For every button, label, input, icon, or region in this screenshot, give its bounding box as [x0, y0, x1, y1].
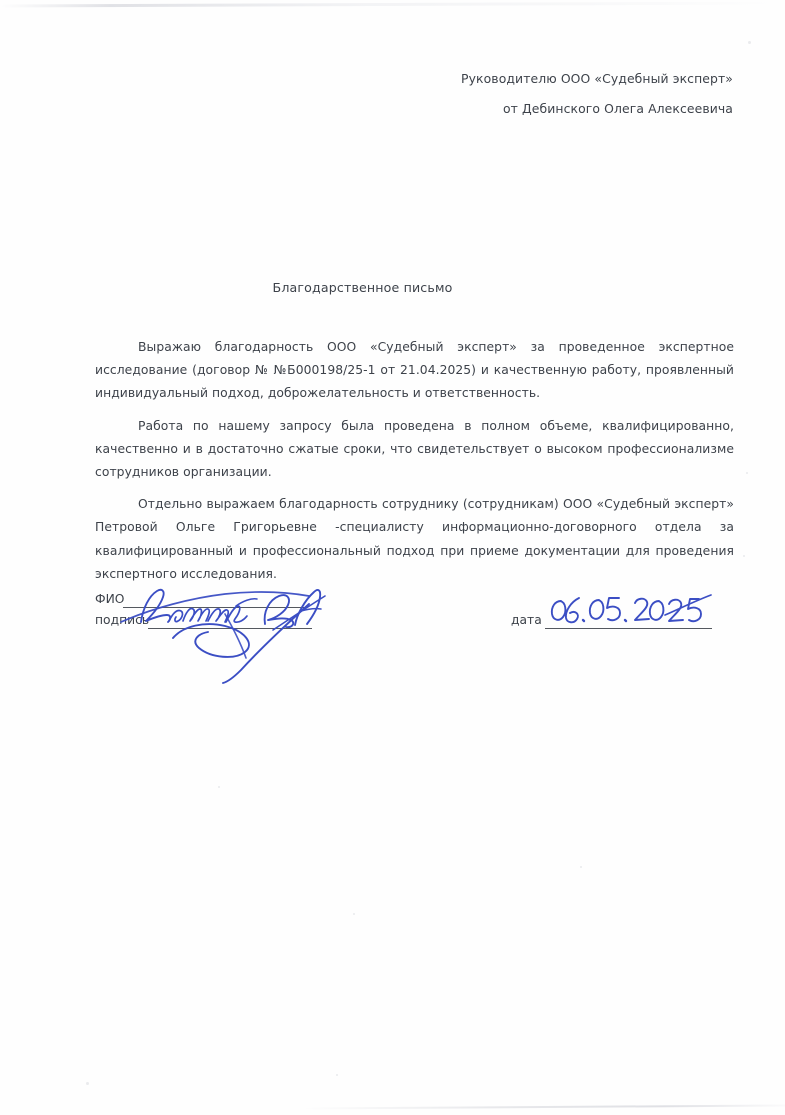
- paragraph-3: Отдельно выражаем благодарность сотруднику (сотрудникам) ООО «Судебный эксперт» Петровой Ольге Григорьевне -специалисту информационно-договорного отдела за квалифицированный и профессиональный подход при приеме документации для проведения экспертного исследования.: [95, 497, 734, 581]
- scan-edge-bottom-artifact: [300, 1105, 785, 1110]
- handwritten-signature: [113, 578, 373, 683]
- scan-speck: [746, 472, 748, 474]
- addressee-line-recipient: Руководителю ООО «Судебный эксперт»: [461, 71, 733, 86]
- fio-rule: [123, 607, 305, 608]
- scan-speck: [353, 913, 355, 915]
- addressee-block: [313, 64, 733, 124]
- signature-block: [95, 592, 735, 702]
- document-body: [95, 336, 734, 586]
- page-title: Благодарственное письмо: [272, 280, 453, 295]
- date-rule: [545, 628, 712, 629]
- scan-speck: [743, 555, 745, 557]
- fio-label: ФИО: [95, 592, 125, 606]
- addressee-line-sender: от Дебинского Олега Алексеевича: [502, 101, 733, 116]
- signature-rule: [148, 628, 312, 629]
- scan-speck: [336, 1074, 338, 1076]
- scan-speck: [580, 866, 582, 868]
- paragraph-1: Выражаю благодарность ООО «Судебный эксперт» за проведенное экспертное исследование (договор № №Б000198/25-1 от 21.04.2025) и качественную работу, проявленный индивидуальный подход, доброжелательность и ответственность.: [95, 340, 734, 401]
- handwritten-date: [545, 589, 725, 633]
- scan-speck: [748, 41, 751, 44]
- scan-edge-top-artifact: [0, 1, 785, 7]
- paragraph-2: Работа по нашему запросу была проведена в полном объеме, квалифицированно, качественно и в достаточно сжатые сроки, что свидетельствует о высоком профессионализме сотрудников организации.: [95, 418, 734, 480]
- date-label: дата: [511, 613, 542, 627]
- scan-speck: [86, 1082, 89, 1085]
- scan-speck: [218, 786, 220, 788]
- signature-label: подпись: [95, 613, 150, 627]
